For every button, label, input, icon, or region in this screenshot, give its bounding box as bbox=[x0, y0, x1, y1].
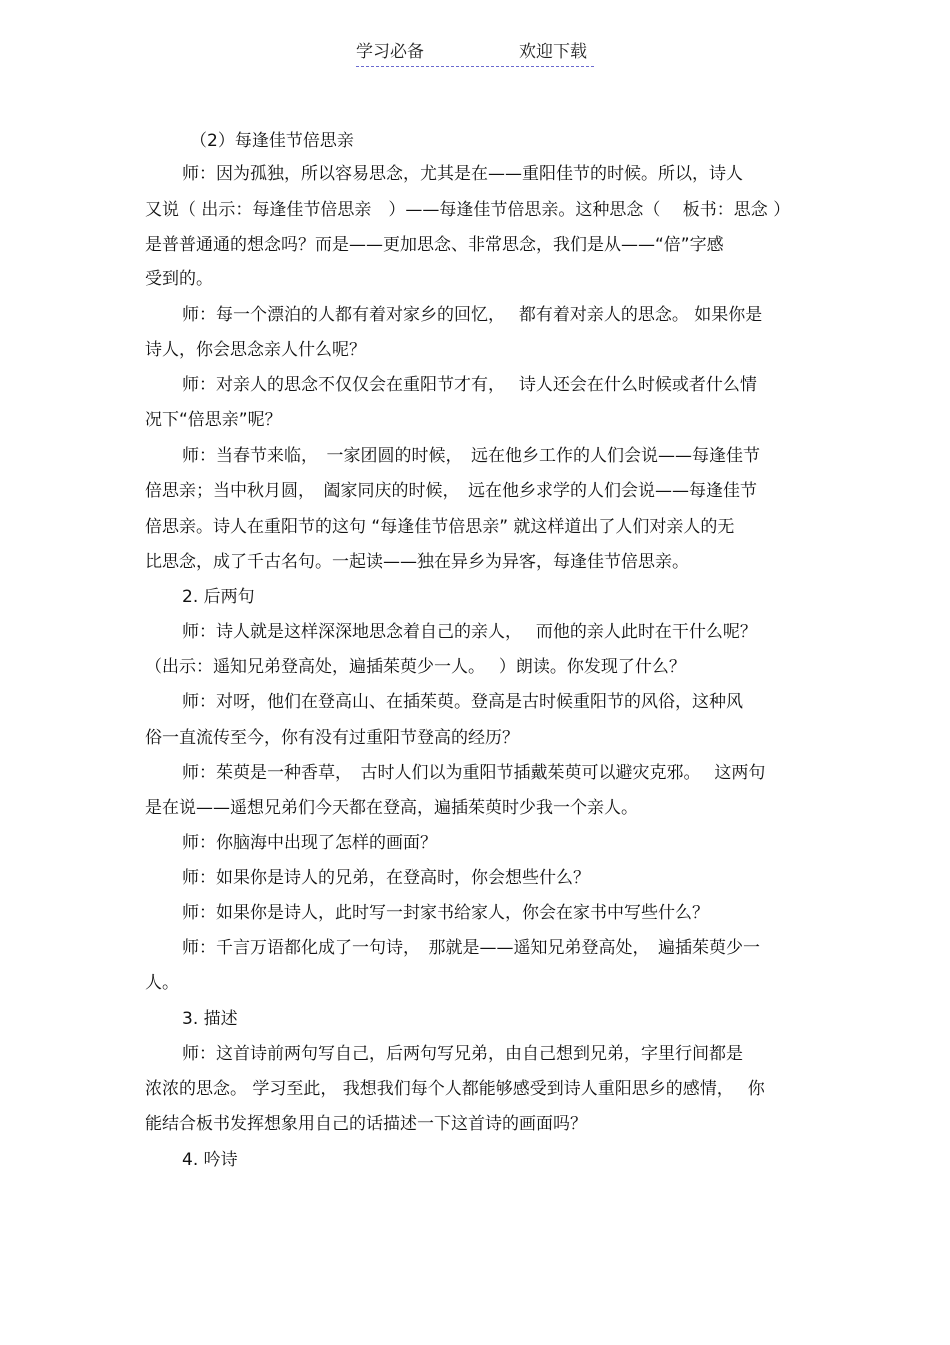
paragraph-line: 诗人，你会思念亲人什么呢？ bbox=[145, 340, 366, 360]
paragraph-line: 又说（ 出示：每逢佳节倍思亲 ）——每逢佳节倍思亲。这种思念（ 板书：思念 ） bbox=[145, 200, 791, 220]
paragraph-line: 师：每一个漂泊的人都有着对家乡的回忆， 都有着对亲人的思念。 如果你是 bbox=[182, 305, 763, 325]
paragraph-line: 师：诗人就是这样深深地思念着自己的亲人， 而他的亲人此时在干什么呢？ bbox=[182, 622, 757, 642]
paragraph-line: 师：当春节来临， 一家团圆的时候， 远在他乡工作的人们会说——每逢佳节 bbox=[182, 446, 760, 466]
section-heading: 3. 描述 bbox=[182, 1009, 238, 1029]
paragraph-line: 师：你脑海中出现了怎样的画面？ bbox=[182, 833, 437, 853]
paragraph-line: 俗一直流传至今，你有没有过重阳节登高的经历？ bbox=[145, 728, 519, 748]
header-right-text: 欢迎下载 bbox=[519, 42, 587, 62]
paragraph-line: 师：千言万语都化成了一句诗， 那就是——遥知兄弟登高处， 遍插茱萸少一 bbox=[182, 938, 760, 958]
paragraph-line: 是普普通通的想念吗？而是——更加思念、非常思念，我们是从——“倍”字感 bbox=[145, 235, 724, 255]
paragraph-line: 浓浓的思念。 学习至此， 我想我们每个人都能够感受到诗人重阳思乡的感情， 你 bbox=[145, 1079, 765, 1099]
paragraph-line: 师：这首诗前两句写自己，后两句写兄弟，由自己想到兄弟，字里行间都是 bbox=[182, 1044, 743, 1064]
paragraph-line: 能结合板书发挥想象用自己的话描述一下这首诗的画面吗？ bbox=[145, 1114, 587, 1134]
paragraph-line: 人。 bbox=[145, 973, 179, 993]
paragraph-line: 倍思亲；当中秋月圆， 阖家同庆的时候， 远在他乡求学的人们会说——每逢佳节 bbox=[145, 481, 757, 501]
paragraph-line: 师：茱萸是一种香草， 古时人们以为重阳节插戴茱萸可以避灾克邪。 这两句 bbox=[182, 763, 766, 783]
paragraph-line: 师：因为孤独，所以容易思念，尤其是在——重阳佳节的时候。所以，诗人 bbox=[182, 164, 743, 184]
paragraph-line: （出示：遥知兄弟登高处，遍插茱萸少一人。 ）朗读。你发现了什么？ bbox=[145, 657, 686, 677]
paragraph-line: 受到的。 bbox=[145, 269, 213, 289]
section-heading: 4. 吟诗 bbox=[182, 1150, 238, 1170]
paragraph-line: 况下“倍思亲”呢？ bbox=[145, 410, 282, 430]
paragraph-line: 师：如果你是诗人的兄弟，在登高时，你会想些什么？ bbox=[182, 868, 590, 888]
paragraph-line: 是在说——遥想兄弟们今天都在登高，遍插茱萸时少我一个亲人。 bbox=[145, 798, 638, 818]
paragraph-line: 师：如果你是诗人，此时写一封家书给家人，你会在家书中写些什么？ bbox=[182, 903, 709, 923]
paragraph-line: 师：对亲人的思念不仅仅会在重阳节才有， 诗人还会在什么时候或者什么情 bbox=[182, 375, 757, 395]
page-header bbox=[356, 40, 594, 67]
paragraph-line: 倍思亲。诗人在重阳节的这句 “每逢佳节倍思亲” 就这样道出了人们对亲人的无 bbox=[145, 517, 735, 537]
paragraph-line: 比思念，成了千古名句。一起读——独在异乡为异客，每逢佳节倍思亲。 bbox=[145, 552, 689, 572]
section-heading: （2）每逢佳节倍思亲 bbox=[190, 131, 354, 151]
section-heading: 2. 后两句 bbox=[182, 587, 255, 607]
paragraph-line: 师：对呀，他们在登高山、在插茱萸。登高是古时候重阳节的风俗，这种风 bbox=[182, 692, 743, 712]
header-left-text: 学习必备 bbox=[356, 42, 424, 62]
